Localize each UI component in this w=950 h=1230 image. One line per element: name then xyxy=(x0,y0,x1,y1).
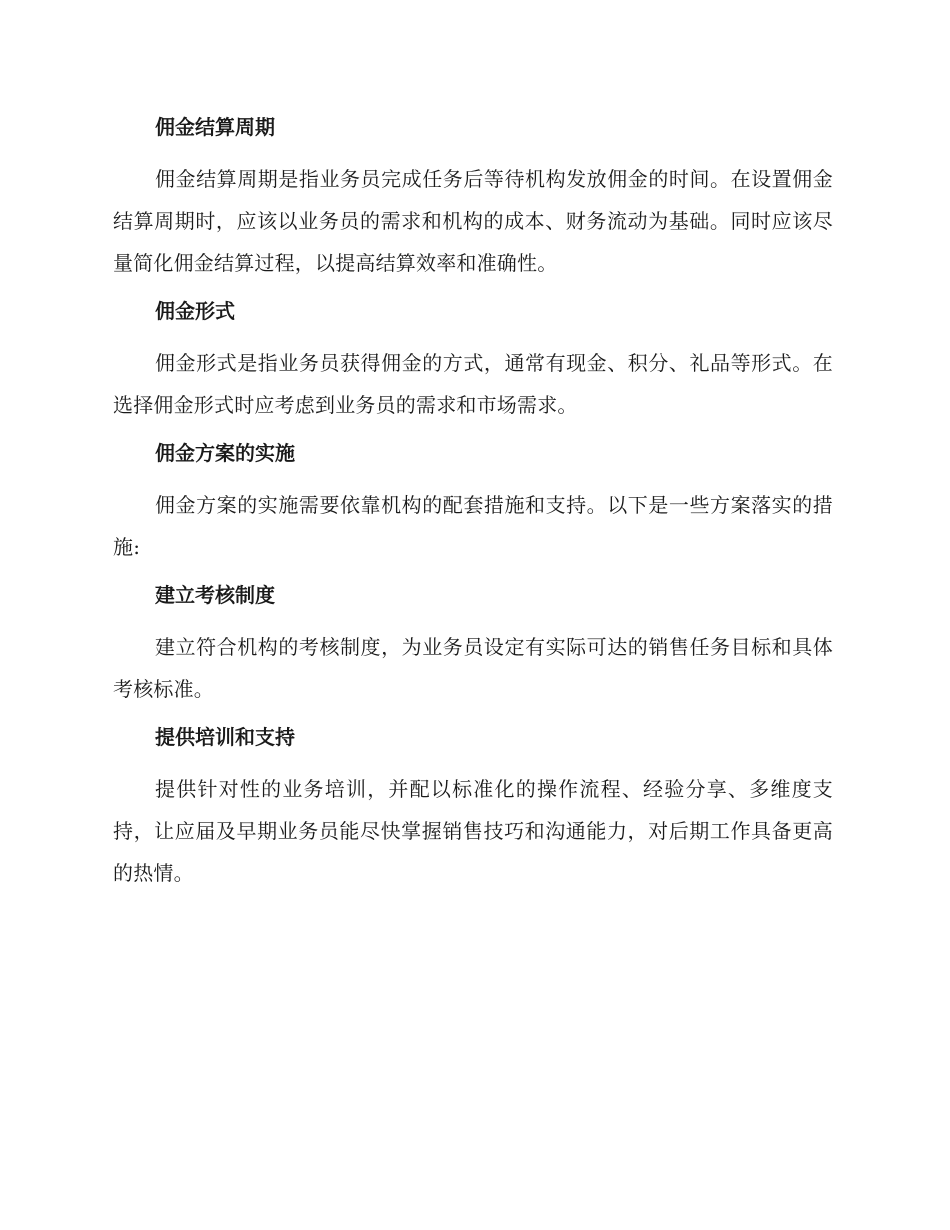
section-heading: 佣金结算周期 xyxy=(155,115,275,139)
section-heading: 佣金方案的实施 xyxy=(155,441,295,465)
document-page xyxy=(113,110,833,904)
section-body: 佣金方案的实施需要依靠机构的配套措施和支持。以下是一些方案落实的措施: xyxy=(113,493,833,559)
section-implementation xyxy=(113,436,833,568)
section-body: 佣金结算周期是指业务员完成任务后等待机构发放佣金的时间。在设置佣金结算周期时，应该以业务员的需求和机构的成本、财务流动为基础。同时应该尽量简化佣金结算过程，以提高结算效率和准确性。 xyxy=(113,167,833,275)
section-body: 建立符合机构的考核制度，为业务员设定有实际可达的销售任务目标和具体考核标准。 xyxy=(113,635,833,701)
section-training-support xyxy=(113,720,833,894)
section-heading: 建立考核制度 xyxy=(155,583,275,607)
section-assessment-system xyxy=(113,578,833,710)
section-heading: 佣金形式 xyxy=(155,299,235,323)
section-body: 佣金形式是指业务员获得佣金的方式，通常有现金、积分、礼品等形式。在选择佣金形式时应考虑到业务员的需求和市场需求。 xyxy=(113,351,833,417)
section-body: 提供针对性的业务培训，并配以标准化的操作流程、经验分享、多维度支持，让应届及早期业务员能尽快掌握销售技巧和沟通能力，对后期工作具备更高的热情。 xyxy=(113,777,833,885)
section-heading: 提供培训和支持 xyxy=(155,725,295,749)
section-settlement-cycle xyxy=(113,110,833,284)
section-commission-form xyxy=(113,294,833,426)
